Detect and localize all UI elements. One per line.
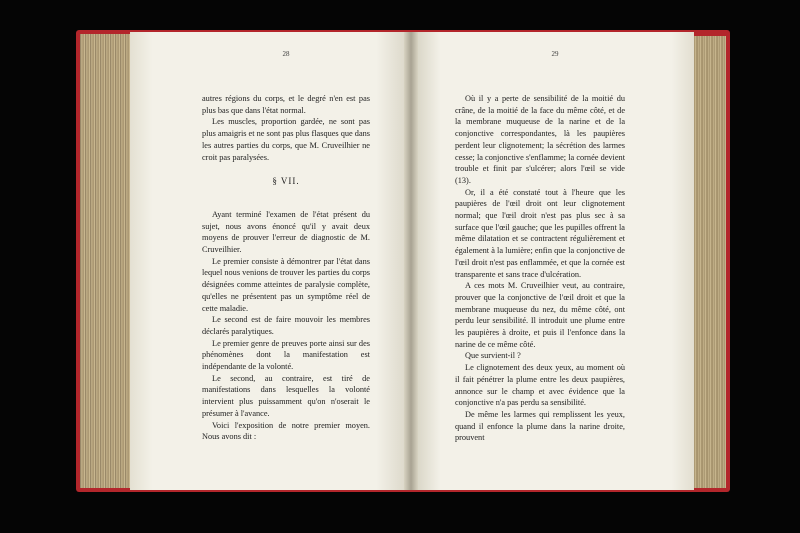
paragraph: Le second, au contraire, est tiré de manifestations dans lesquelles la volonté intervient plus puissamment qu'on n'oserait le présumer à l'avance. [202,373,370,418]
left-page-number: 28 [282,50,290,58]
page-edges-right [690,36,726,488]
left-page-text [202,93,370,443]
paragraph: Que survient-il ? [465,351,521,361]
paragraph: Où il y a perte de sensibilité de la moitié du crâne, de la moitié de la face du même côté, et de la membrane muqueuse de la narine et de la conjonctive correspondantes, là les paupières perdent leur clignotement; la sécrétion des larmes cesse; la conjonctive s'enflamme; la cornée devient trouble et finit par s'ulcérer; alors l'œil se vide (13). [455,94,625,185]
paragraph: Ayant terminé l'examen de l'état présent du sujet, nous avons énoncé qu'il y avait deux moyens de prouver l'erreur de diagnostic de M. Cruveilhier. [202,209,370,255]
paragraph: Le second est de faire mouvoir les membres déclarés paralytiques. [202,315,370,336]
page-edges-left [80,34,134,488]
paragraph: Voici l'exposition de notre premier moyen. Nous avons dit : [202,420,370,442]
paragraph: De même les larmes qui remplissent les yeux, quand il enfonce la plume dans la narine droite, prouvent [455,409,625,443]
paragraph: A ces mots M. Cruveilhier veut, au contraire, prouver que la conjonctive de l'œil droit et que la membrane muqueuse du nez, du même côté, ont perdu leur sensibilité. Il introduit une plume entre les paupières à droite, et puis il l'enfonce dans la narine de ce même côté. [455,281,625,349]
paragraph: Le premier genre de preuves porte ainsi sur des phénomènes dont la manifestation est indépendante de la volonté. [202,338,370,372]
paragraph: Le clignotement des deux yeux, au moment où il fait pénétrer la plume entre les deux paupières, annonce sur le champ et avec évidence que la conjonctive n'a pas perdu sa sensibilité. [455,363,625,408]
section-heading: § VII. [272,176,300,187]
right-page-text [455,93,625,444]
right-page-number: 29 [551,50,559,58]
paragraph: Or, il a été constaté tout à l'heure que les paupières de l'œil droit ont leur clignotement normal; que l'œil droit n'est pas plus sec à sa surface que l'œil gauche; que les pupilles offrent la même dilatation et se contractent régulièrement et également à la lumière; enfin que la conjonctive de l'œil droit n'est pas enflammée, et que la cornée est transparente et sans trace d'ulcération. [455,187,625,279]
book-gutter [404,32,418,490]
paragraph: Le premier consiste à démontrer par l'état dans lequel nous venions de trouver les parties du corps désignées comme atteintes de paralysie complète, qu'elles ne présentent pas un symptôme réel de cette maladie. [202,256,370,313]
paragraph: autres régions du corps, et le degré n'en est pas plus bas que dans l'état normal. [202,94,370,115]
paragraph: Les muscles, proportion gardée, ne sont pas plus amaigris et ne sont pas plus flasques que dans les autres parties du corps, que M. Cruveilhier ne croit pas paralysées. [202,117,370,162]
